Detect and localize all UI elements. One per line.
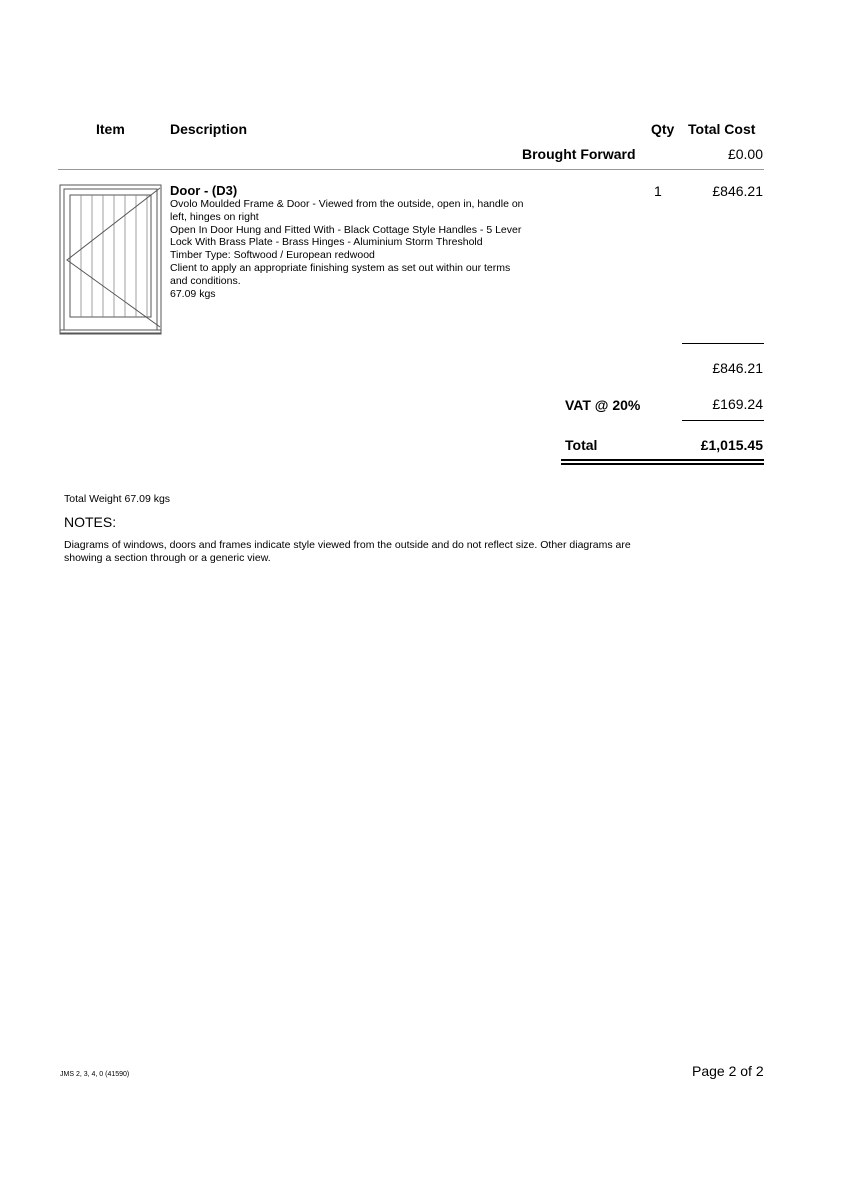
- brought-forward-label: Brought Forward: [522, 146, 636, 162]
- notes-heading: NOTES:: [64, 514, 117, 530]
- total-label: Total: [565, 437, 598, 453]
- line-item-qty: 1: [654, 183, 662, 199]
- notes-line-2: showing a section through or a generic view.: [64, 551, 271, 564]
- brought-forward-amount: £0.00: [727, 146, 763, 162]
- vat-amount: £169.24: [712, 396, 763, 412]
- description-line: 67.09 kgs: [170, 287, 216, 300]
- total-weight: Total Weight 67.09 kgs: [64, 493, 171, 505]
- line-item-description: [170, 198, 560, 300]
- description-line: Client to apply an appropriate finishing system as set out within our terms: [170, 261, 511, 274]
- door-diagram-icon: [59, 184, 163, 336]
- vat-label: VAT @ 20%: [565, 397, 641, 413]
- notes-line-1: Diagrams of windows, doors and frames indicate style viewed from the outside and do not reflect size. Other diagrams are: [64, 539, 631, 551]
- line-item-cost: £846.21: [712, 183, 763, 199]
- document-reference: JMS 2, 3, 4, 0 (41590): [60, 1071, 130, 1078]
- description-line: left, hinges on right: [170, 210, 259, 223]
- item-column-header: Item: [96, 121, 125, 137]
- line-item-title: Door - (D3): [170, 183, 238, 198]
- vat-rule: [682, 420, 764, 421]
- description-line: and conditions.: [170, 274, 241, 287]
- total-double-rule-top: [561, 459, 764, 461]
- total-amount: £1,015.45: [700, 437, 763, 453]
- total-cost-column-header: Total Cost: [688, 121, 756, 137]
- total-double-rule-bottom: [561, 463, 764, 465]
- description-line: Ovolo Moulded Frame & Door - Viewed from the outside, open in, handle on: [170, 198, 524, 210]
- description-line: Open In Door Hung and Fitted With - Black Cottage Style Handles - 5 Lever: [170, 223, 522, 236]
- subtotal-rule: [682, 343, 764, 344]
- description-line: Lock With Brass Plate - Brass Hinges - Aluminium Storm Threshold: [170, 236, 483, 249]
- page-number: Page 2 of 2: [692, 1063, 764, 1079]
- description-column-header: Description: [170, 121, 248, 137]
- subtotal-amount: £846.21: [712, 360, 763, 376]
- description-line: Timber Type: Softwood / European redwood: [170, 249, 375, 262]
- qty-column-header: Qty: [651, 121, 675, 137]
- header-divider: [58, 169, 764, 170]
